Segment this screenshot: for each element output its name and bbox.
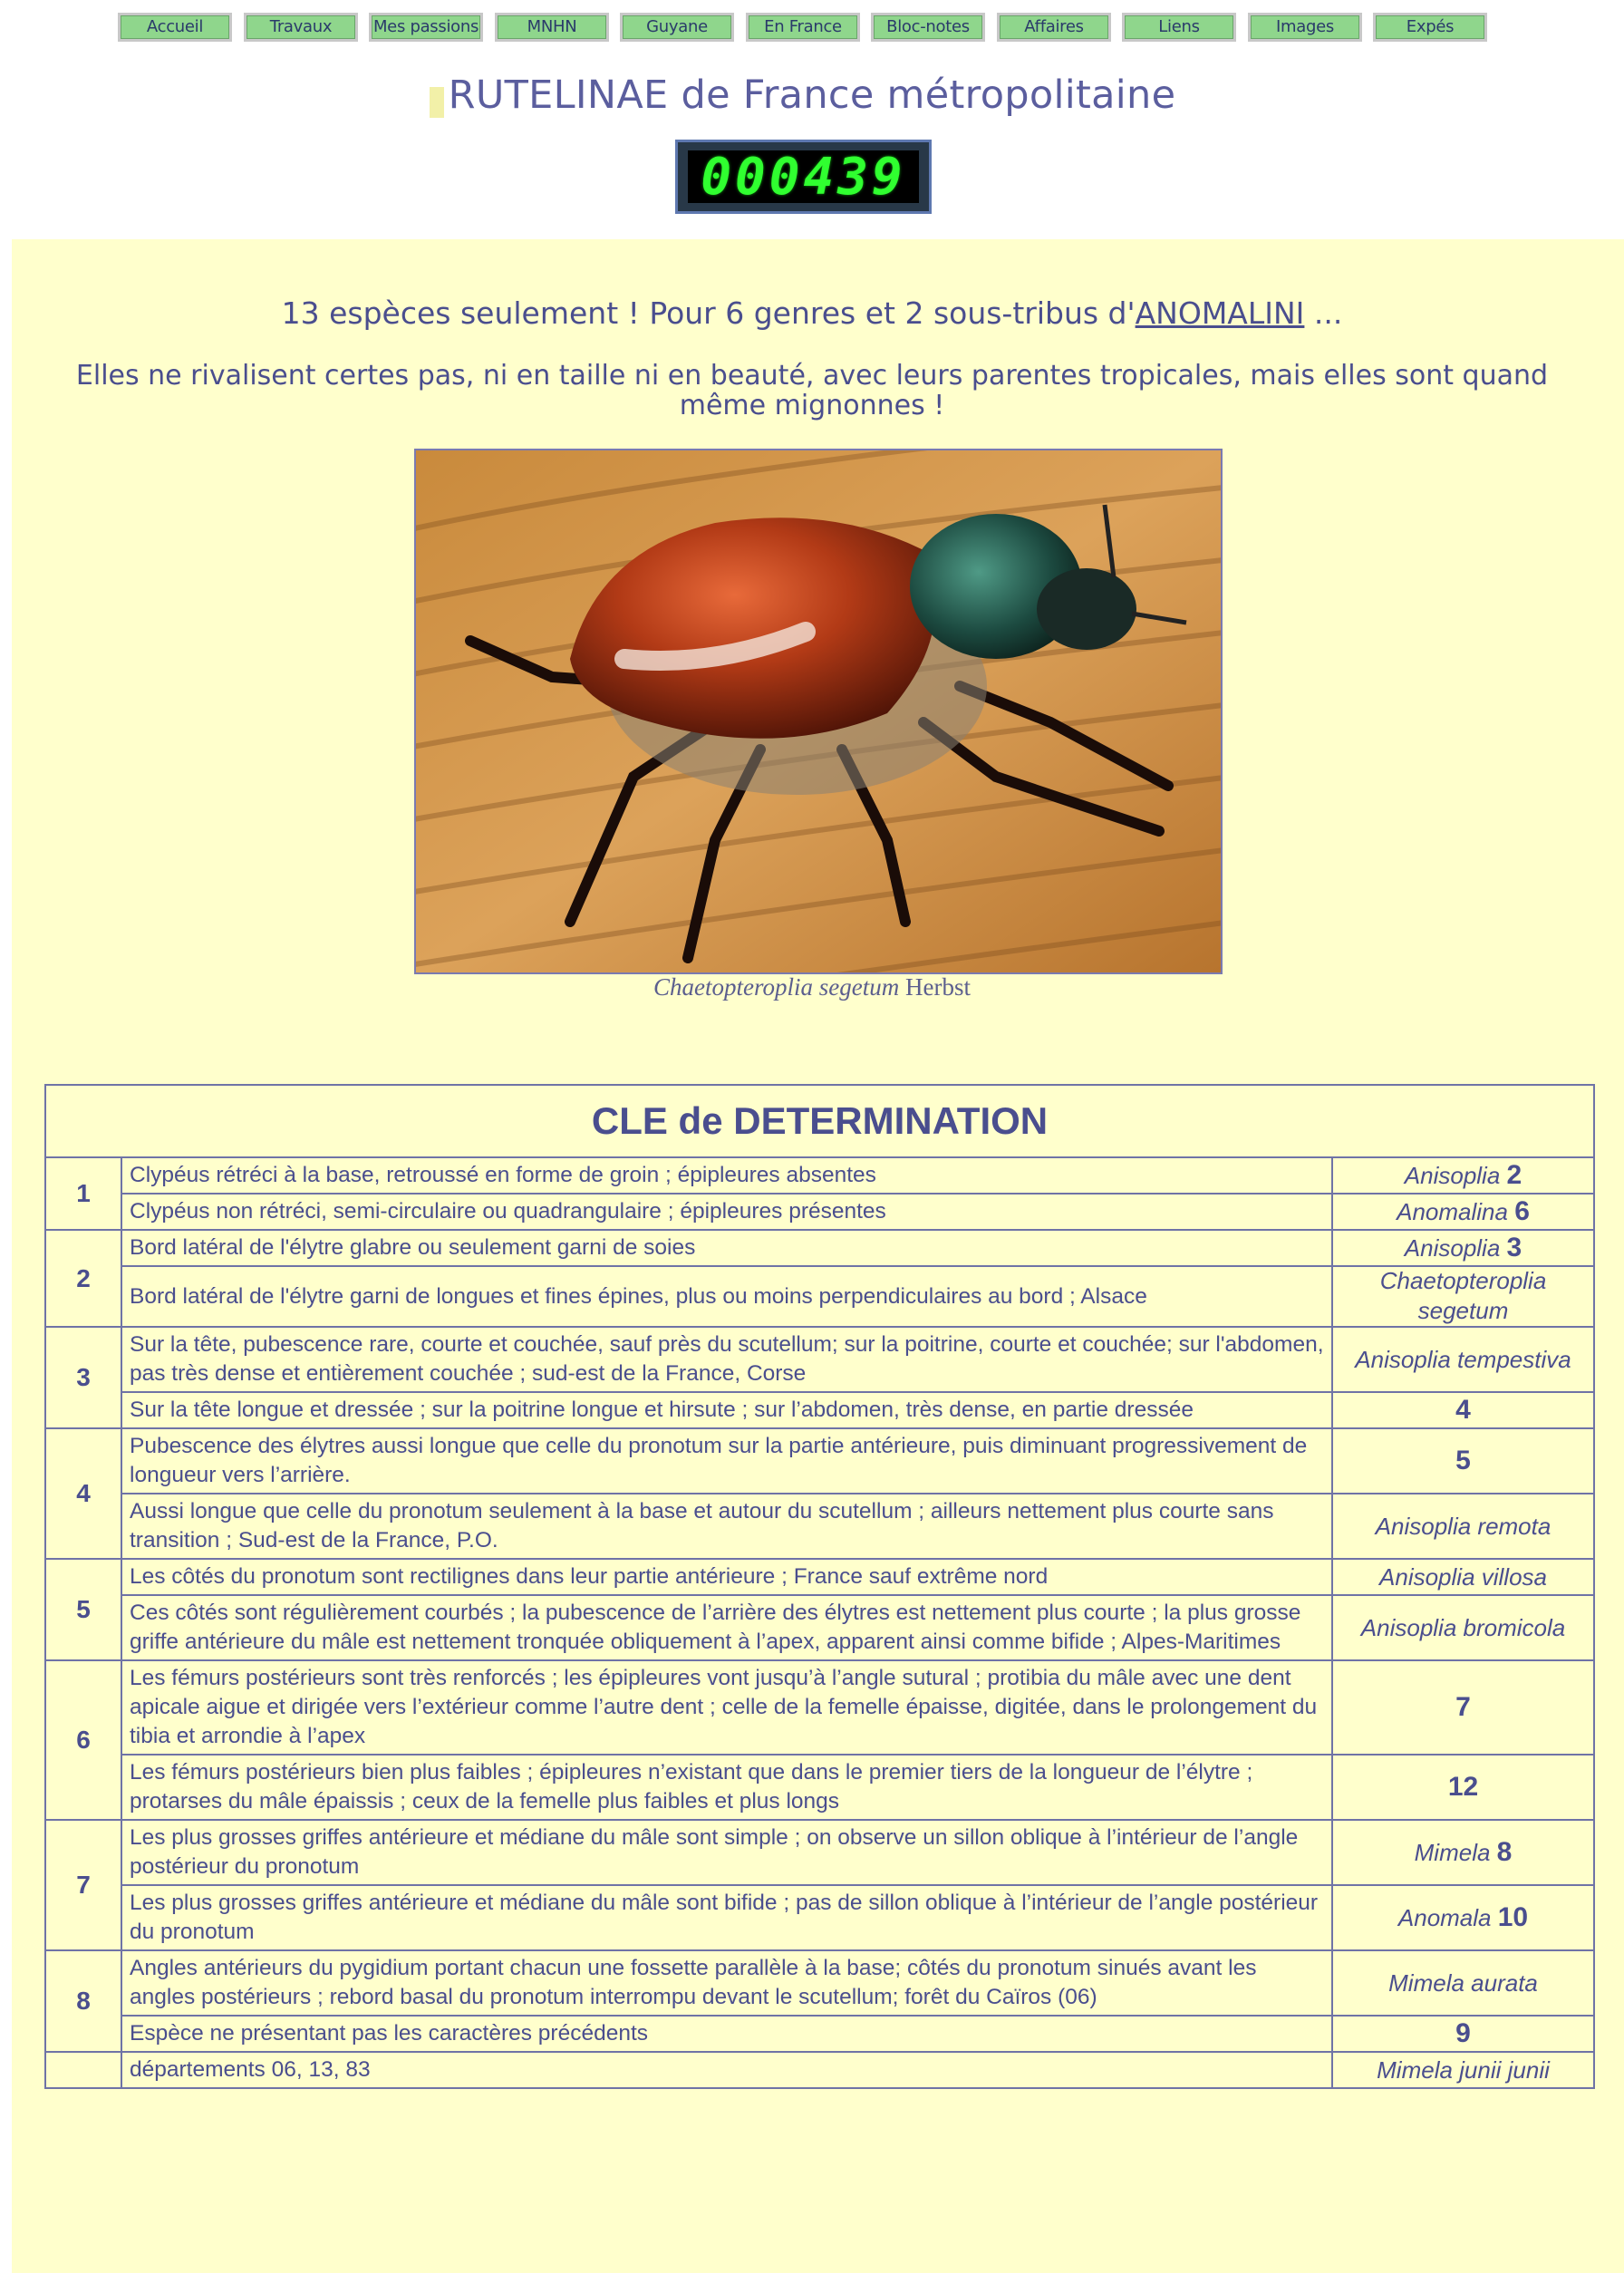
result-taxon: Chaetopteroplia segetum <box>1379 1267 1547 1324</box>
result-goto: 2 <box>1506 1160 1522 1190</box>
couplet-description: Clypéus non rétréci, semi-circulaire ou quadrangulaire ; épipleures présentes <box>121 1194 1332 1230</box>
couplet-description: Sur la tête longue et dressée ; sur la poitrine longue et hirsute ; sur l’abdomen, très dense, en partie dressée <box>121 1392 1332 1428</box>
key-row <box>45 1559 1594 1595</box>
key-row <box>45 1885 1594 1950</box>
nav-button-label: Expés <box>1376 15 1484 39</box>
result-goto: 6 <box>1514 1196 1530 1226</box>
couplet-number: 2 <box>45 1230 121 1327</box>
key-row <box>45 1194 1594 1230</box>
couplet-result <box>1332 1327 1594 1392</box>
couplet-result <box>1332 1559 1594 1595</box>
result-taxon: Anomalina <box>1397 1198 1508 1225</box>
determination-key-table <box>44 1084 1595 2089</box>
nav-button-0[interactable] <box>118 13 232 42</box>
result-taxon: Anisoplia bromicola <box>1360 1614 1566 1641</box>
key-row <box>45 1428 1594 1494</box>
result-goto: 4 <box>1455 1395 1471 1425</box>
key-row <box>45 1266 1594 1327</box>
couplet-description: Angles antérieurs du pygidium portant chacun une fossette parallèle à la base; côtés du pronotum sinués avant les angles postérieurs ; rebord basal du pronotum interrompu devant le scutellum; forêt du Caïros (06) <box>121 1950 1332 2016</box>
result-taxon: Mimela junii junii <box>1377 2056 1550 2084</box>
photo-caption <box>0 973 1624 1001</box>
result-taxon: Anisoplia tempestiva <box>1355 1346 1571 1373</box>
couplet-description: Les plus grosses griffes antérieure et médiane du mâle sont bifide ; pas de sillon oblique à l’intérieur de l’angle postérieur du pronotum <box>121 1885 1332 1950</box>
couplet-result <box>1332 1428 1594 1494</box>
couplet-number: 5 <box>45 1559 121 1660</box>
nav-button-label: MNHN <box>498 15 606 39</box>
couplet-result <box>1332 1755 1594 1820</box>
nav-button-label: Affaires <box>1000 15 1108 39</box>
result-goto: 9 <box>1455 2018 1471 2048</box>
key-title: CLE de DETERMINATION <box>45 1085 1594 1157</box>
couplet-number: 4 <box>45 1428 121 1559</box>
nav-button-label: En France <box>749 15 857 39</box>
nav-button-9[interactable] <box>1248 13 1362 42</box>
couplet-description: Les fémurs postérieurs bien plus faibles ; épipleures n’existant que dans le premier tiers de la longueur de l’élytre ; protarses du mâle épaissis ; ceux de la femelle plus faibles et plus longs <box>121 1755 1332 1820</box>
key-row <box>45 1660 1594 1755</box>
nav-button-7[interactable] <box>997 13 1111 42</box>
couplet-number: 7 <box>45 1820 121 1950</box>
key-row <box>45 1494 1594 1559</box>
result-taxon: Anisoplia villosa <box>1379 1563 1547 1591</box>
intro-suffix: ... <box>1304 295 1343 331</box>
couplet-number: 6 <box>45 1660 121 1820</box>
nav-button-6[interactable] <box>871 13 985 42</box>
couplet-description: Espèce ne présentant pas les caractères précédents <box>121 2016 1332 2052</box>
nav-button-label: Bloc-notes <box>874 15 982 39</box>
couplet-description: Bord latéral de l'élytre glabre ou seulement garni de soies <box>121 1230 1332 1266</box>
key-row <box>45 1392 1594 1428</box>
intro-line-1 <box>0 295 1624 331</box>
couplet-result <box>1332 1820 1594 1885</box>
couplet-result <box>1332 1595 1594 1660</box>
key-row <box>45 1230 1594 1266</box>
result-taxon: Anisoplia remota <box>1375 1513 1552 1540</box>
couplet-description: Bord latéral de l'élytre garni de longues et fines épines, plus ou moins perpendiculaires au bord ; Alsace <box>121 1266 1332 1327</box>
nav-button-2[interactable] <box>369 13 483 42</box>
key-row <box>45 1327 1594 1392</box>
result-taxon: Mimela <box>1414 1839 1491 1866</box>
result-goto: 8 <box>1496 1837 1513 1867</box>
key-row <box>45 1595 1594 1660</box>
couplet-result <box>1332 1494 1594 1559</box>
couplet-result <box>1332 1885 1594 1950</box>
key-row <box>45 1950 1594 2016</box>
nav-button-1[interactable] <box>244 13 358 42</box>
couplet-result <box>1332 1660 1594 1755</box>
page-title: RUTELINAE de France métropolitaine <box>448 73 1176 118</box>
couplet-description: Les plus grosses griffes antérieure et médiane du mâle sont simple ; on observe un sillon oblique à l’intérieur de l’angle postérieur du pronotum <box>121 1820 1332 1885</box>
couplet-result <box>1332 1950 1594 2016</box>
intro-line-2: Elles ne rivalisent certes pas, ni en taille ni en beauté, avec leurs parentes tropicales, mais elles sont quand même mignonnes ! <box>75 360 1549 421</box>
result-goto: 10 <box>1497 1902 1529 1932</box>
couplet-number: 3 <box>45 1327 121 1428</box>
nav-button-3[interactable] <box>495 13 609 42</box>
result-taxon: Mimela aurata <box>1388 1969 1538 1997</box>
nav-button-8[interactable] <box>1122 13 1236 42</box>
couplet-description: Sur la tête, pubescence rare, courte et couchée, sauf près du scutellum; sur la poitrine, courte et couchée; sur l'abdomen, pas très dense et entièrement couchée ; sud-est de la France, Corse <box>121 1327 1332 1392</box>
nav-button-label: Accueil <box>121 15 229 39</box>
couplet-result <box>1332 2052 1594 2088</box>
couplet-description: départements 06, 13, 83 <box>121 2052 1332 2088</box>
couplet-result <box>1332 1392 1594 1428</box>
top-nav <box>118 13 1495 44</box>
couplet-description: Aussi longue que celle du pronotum seulement à la base et autour du scutellum ; ailleurs nettement plus courte sans transition ; Sud-est de la France, P.O. <box>121 1494 1332 1559</box>
nav-button-label: Mes passions <box>372 15 480 39</box>
nav-button-10[interactable] <box>1373 13 1487 42</box>
couplet-result <box>1332 1157 1594 1194</box>
result-goto: 5 <box>1455 1446 1471 1475</box>
key-row <box>45 2016 1594 2052</box>
nav-button-label: Images <box>1251 15 1359 39</box>
result-taxon: Anisoplia <box>1404 1234 1501 1262</box>
visit-counter <box>675 140 932 214</box>
couplet-description: Les fémurs postérieurs sont très renforcés ; les épipleures vont jusqu’à l’angle sutural ; protibia du mâle avec une dent apicale aigue et dirigée vers l’extérieur comme l’autre dent ; celle de la femelle épaisse, digitée, dans le prolongement du tibia et arrondie à l’apex <box>121 1660 1332 1755</box>
intro-prefix: 13 espèces seulement ! Pour 6 genres et 2 sous-tribus d' <box>281 295 1136 331</box>
beetle-photo <box>414 449 1223 974</box>
key-row <box>45 1157 1594 1194</box>
nav-button-4[interactable] <box>620 13 734 42</box>
result-taxon: Anisoplia <box>1404 1162 1501 1189</box>
couplet-result <box>1332 1266 1594 1327</box>
key-row <box>45 2052 1594 2088</box>
couplet-description: Pubescence des élytres aussi longue que celle du pronotum sur la partie antérieure, puis diminuant progressivement de longueur vers l’arrière. <box>121 1428 1332 1494</box>
key-row <box>45 1755 1594 1820</box>
key-row <box>45 1820 1594 1885</box>
nav-button-5[interactable] <box>746 13 860 42</box>
couplet-number: 8 <box>45 1950 121 2052</box>
result-goto: 12 <box>1447 1772 1479 1802</box>
couplet-description: Clypéus rétréci à la base, retroussé en forme de groin ; épipleures absentes <box>121 1157 1332 1194</box>
caption-author: Herbst <box>904 973 971 1001</box>
couplet-result <box>1332 1230 1594 1266</box>
anomalini-link[interactable]: ANOMALINI <box>1135 295 1305 331</box>
nav-button-label: Guyane <box>623 15 731 39</box>
couplet-description: Ces côtés sont régulièrement courbés ; la pubescence de l’arrière des élytres est nettement plus courte ; la plus grosse griffe antérieure du mâle est nettement tronquée obliquement à l’apex, apparent ainsi comme bifide ; Alpes-Maritimes <box>121 1595 1332 1660</box>
result-goto: 3 <box>1506 1233 1522 1262</box>
couplet-result <box>1332 2016 1594 2052</box>
couplet-number: 1 <box>45 1157 121 1230</box>
nav-button-label: Liens <box>1125 15 1233 39</box>
visit-counter-digits: 000439 <box>688 150 919 203</box>
couplet-description: Les côtés du pronotum sont rectilignes dans leur partie antérieure ; France sauf extrême nord <box>121 1559 1332 1595</box>
result-goto: 7 <box>1455 1692 1471 1722</box>
nav-button-label: Travaux <box>246 15 355 39</box>
couplet-result <box>1332 1194 1594 1230</box>
caption-species: Chaetopteroplia segetum <box>653 973 900 1001</box>
couplet-number <box>45 2052 121 2088</box>
result-taxon: Anomala <box>1397 1904 1492 1931</box>
